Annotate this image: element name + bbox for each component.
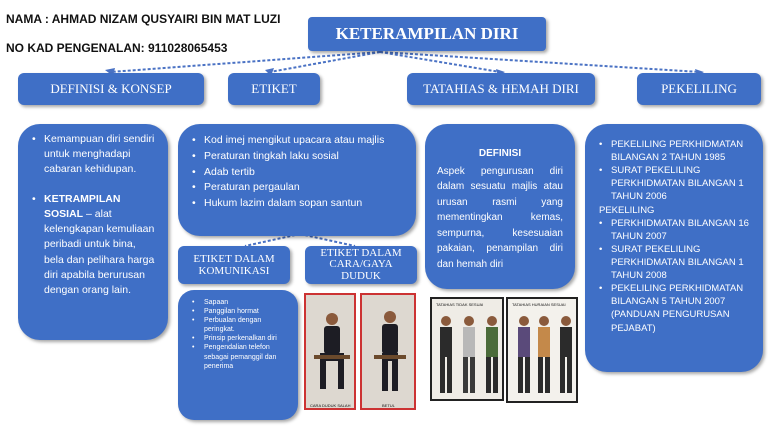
- tatahias-definition: Aspek pengurusan diri dalam sesuatu majlis atau urusan rasmi yang mementingkan kemas, sempurna, kesesuaian pakaian, penampilan diri dan hemah diri: [437, 165, 563, 270]
- tatahias-heading: DEFINISI: [478, 148, 522, 159]
- komunikasi-item: • Perbualan dengan peringkat.: [192, 316, 292, 334]
- connector-pekeliling: [380, 52, 700, 72]
- seated-man-figure: [306, 295, 356, 410]
- pekeliling-item: • PEKELILING PERKHIDMATAN BILANGAN 5 TAHUN 2007 (PANDUAN PENGURUSAN PEJABAT): [599, 282, 753, 334]
- pekeliling-item: • PERKHIDMATAN BILANGAN 16 TAHUN 2007: [599, 217, 753, 243]
- etiket-item: • Peraturan pergaulan: [192, 180, 404, 196]
- connector-etiket: [270, 52, 380, 72]
- attire-unsuitable-photo: [430, 297, 504, 401]
- connector-definisi: [110, 52, 380, 72]
- student-ic-number: NO KAD PENGENALAN: 911028065453: [6, 41, 228, 55]
- pekeliling-item: • SURAT PEKELILING PERKHIDMATAN BILANGAN 1 TAHUN 2008: [599, 243, 753, 282]
- student-name: NAMA : AHMAD NIZAM QUSYAIRI BIN MAT LUZI: [6, 12, 281, 26]
- sitting-wrong-photo: [304, 293, 356, 410]
- seated-man-figure: [362, 295, 416, 410]
- definisi-item: [32, 192, 158, 299]
- etiket-komunikasi-box: [178, 290, 298, 420]
- sitting-wrong-caption: CARA DUDUK SALAH: [310, 403, 351, 408]
- etiket-cara-gaya-label: ETIKET DALAM CARA/GAYA DUDUK: [305, 246, 417, 284]
- attire-suitable-photo: [506, 297, 578, 403]
- standing-people-figure: [432, 299, 504, 401]
- ketrampilan-sosial-definition: – alat kelengkapan kemuliaan peribadi untuk bina, bela dan pelihara harga diri apabila berurusan dengan orang lain.: [44, 207, 155, 296]
- branch-tatahias-label: TATAHIAS & HEMAH DIRI: [407, 73, 595, 105]
- komunikasi-item: • Sapaan: [192, 298, 292, 307]
- ketrampilan-sosial-term: KETRAMPILAN SOSIAL: [44, 192, 121, 220]
- komunikasi-item: • Panggilan hormat: [192, 307, 292, 316]
- attire-suitable-caption: TATAHIAS HURAIAN SESUAI: [512, 302, 566, 307]
- pekeliling-box: [585, 124, 763, 372]
- pekeliling-item: • PEKELILING PERKHIDMATAN BILANGAN 2 TAHUN 1985: [599, 138, 753, 164]
- etiket-item: • Kod imej mengikut upacara atau majlis: [192, 133, 404, 149]
- etiket-item: • Adab tertib: [192, 165, 404, 181]
- etiket-item: • Peraturan tingkah laku sosial: [192, 149, 404, 165]
- pekeliling-item: • SURAT PEKELILING PERKHIDMATAN BILANGAN 1 TAHUN 2006: [599, 164, 753, 203]
- standing-people-figure: [508, 299, 578, 403]
- sitting-right-photo: [360, 293, 416, 410]
- attire-unsuitable-caption: TATAHIAS TIDAK SESUAI: [436, 302, 484, 307]
- etiket-item: • Hukum lazim dalam sopan santun: [192, 196, 404, 212]
- etiket-box: [178, 124, 416, 236]
- branch-pekeliling-label: PEKELILING: [637, 73, 761, 105]
- pekeliling-item: PEKELILING: [599, 204, 655, 216]
- tatahias-box: [425, 124, 575, 289]
- definisi-item: • Kemampuan diri sendiri untuk menghadapi cabaran kehidupan.: [32, 132, 158, 178]
- branch-etiket-label: ETIKET: [228, 73, 320, 105]
- komunikasi-item: • Prinsip perkenalkan diri: [192, 334, 292, 343]
- etiket-komunikasi-label: ETIKET DALAM KOMUNIKASI: [178, 246, 290, 284]
- komunikasi-item: • Pengendalian telefon sebagai pemanggil dan penerima: [192, 343, 292, 370]
- definisi-box: [18, 124, 168, 340]
- sitting-right-caption: BETUL: [382, 403, 395, 408]
- main-title: KETERAMPILAN DIRI: [308, 17, 546, 51]
- branch-definisi-label: DEFINISI & KONSEP: [18, 73, 204, 105]
